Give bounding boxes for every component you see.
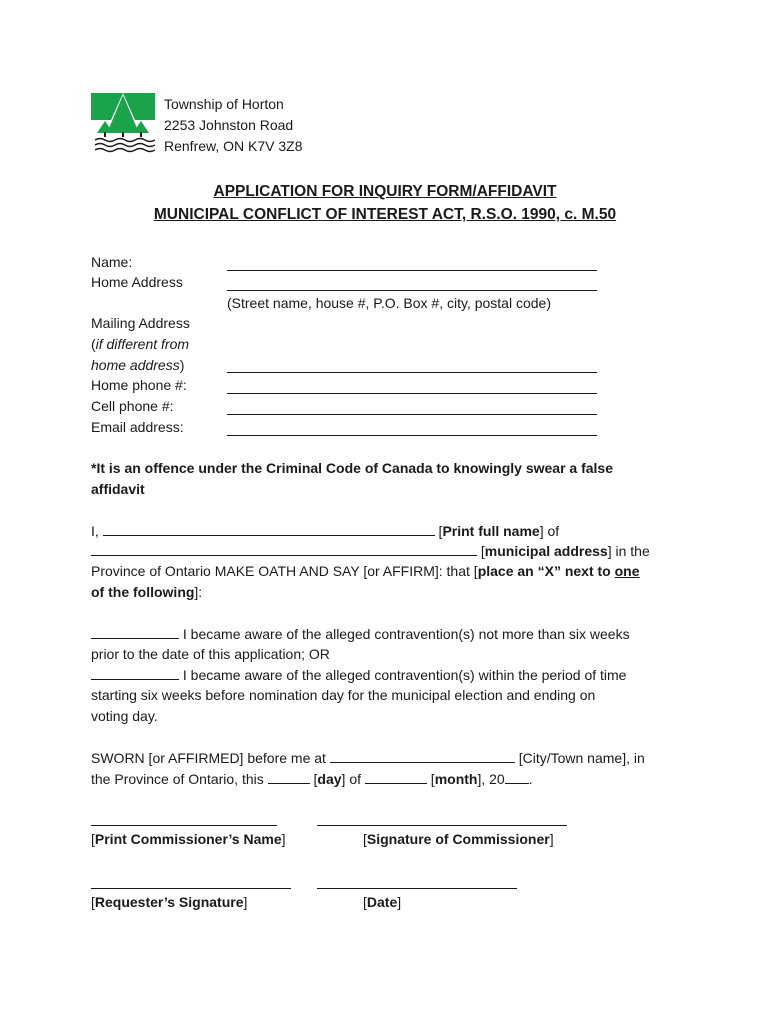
option-2-line-3: voting day. bbox=[91, 708, 158, 724]
form-title: APPLICATION FOR INQUIRY FORM/AFFIDAVIT bbox=[213, 183, 557, 200]
sworn-line-2: the Province of Ontario, this [day] of [month], 20 . bbox=[91, 771, 533, 787]
year-blank[interactable] bbox=[505, 770, 529, 784]
commissioner-signature-line[interactable] bbox=[317, 825, 567, 826]
municipal-address-blank[interactable] bbox=[91, 542, 477, 556]
date-line[interactable] bbox=[317, 888, 517, 889]
mailing-address-field[interactable] bbox=[227, 372, 597, 373]
option-2-checkbox[interactable] bbox=[91, 666, 179, 680]
home-phone-field[interactable] bbox=[227, 393, 597, 394]
warning-line-1: *It is an offence under the Criminal Code of Canada to knowingly swear a false bbox=[91, 460, 613, 476]
commissioner-signature-caption: [Signature of Commissioner] bbox=[363, 831, 554, 847]
cell-phone-field[interactable] bbox=[227, 414, 597, 415]
option-1-line-2: prior to the date of this application; OR bbox=[91, 646, 330, 662]
option-2-line-2: starting six weeks before nomination day for the municipal election and ending on bbox=[91, 687, 596, 703]
name-field[interactable] bbox=[227, 270, 597, 271]
org-name: Township of Horton bbox=[164, 96, 284, 112]
option-1-line-1: I became aware of the alleged contravention(s) not more than six weeks bbox=[91, 625, 630, 642]
org-city: Renfrew, ON K7V 3Z8 bbox=[164, 138, 303, 154]
org-street: 2253 Johnston Road bbox=[164, 117, 294, 133]
oath-line-4: of the following]: bbox=[91, 584, 203, 600]
name-label: Name: bbox=[91, 254, 133, 270]
mailing-note-1: (if different from bbox=[91, 336, 190, 352]
month-blank[interactable] bbox=[365, 770, 427, 784]
cell-phone-label: Cell phone #: bbox=[91, 398, 174, 414]
commissioner-name-caption: [Print Commissioner’s Name] bbox=[91, 831, 286, 847]
address-hint: (Street name, house #, P.O. Box #, city, postal code) bbox=[227, 295, 551, 311]
home-address-label: Home Address bbox=[91, 274, 183, 290]
commissioner-name-line[interactable] bbox=[91, 825, 277, 826]
oath-line-2: [municipal address] in the bbox=[91, 542, 650, 559]
email-field[interactable] bbox=[227, 435, 597, 436]
day-blank[interactable] bbox=[268, 770, 310, 784]
sworn-line-1: SWORN [or AFFIRMED] before me at [City/Town name], in bbox=[91, 750, 645, 766]
oath-line-1: I, [Print full name] of bbox=[91, 523, 560, 539]
oath-line-3: Province of Ontario MAKE OATH AND SAY [or AFFIRM]: that [place an “X” next to one bbox=[91, 563, 640, 579]
mailing-address-label: Mailing Address bbox=[91, 315, 190, 331]
email-label: Email address: bbox=[91, 419, 184, 435]
city-town-blank[interactable] bbox=[330, 749, 515, 763]
date-caption: [Date] bbox=[363, 894, 402, 910]
mailing-note-2: home address) bbox=[91, 357, 185, 373]
warning-line-2: affidavit bbox=[91, 481, 145, 497]
home-phone-label: Home phone #: bbox=[91, 377, 187, 393]
requester-signature-caption: [Requester’s Signature] bbox=[91, 894, 248, 910]
home-address-field[interactable] bbox=[227, 290, 597, 291]
requester-signature-line[interactable] bbox=[91, 888, 291, 889]
option-2-line-1: I became aware of the alleged contravention(s) within the period of time bbox=[91, 666, 626, 683]
form-subtitle: MUNICIPAL CONFLICT OF INTEREST ACT, R.S.O. 1990, c. M.50 bbox=[153, 206, 617, 223]
option-1-checkbox[interactable] bbox=[91, 625, 179, 639]
full-name-blank[interactable] bbox=[103, 522, 435, 536]
township-logo bbox=[91, 93, 155, 153]
